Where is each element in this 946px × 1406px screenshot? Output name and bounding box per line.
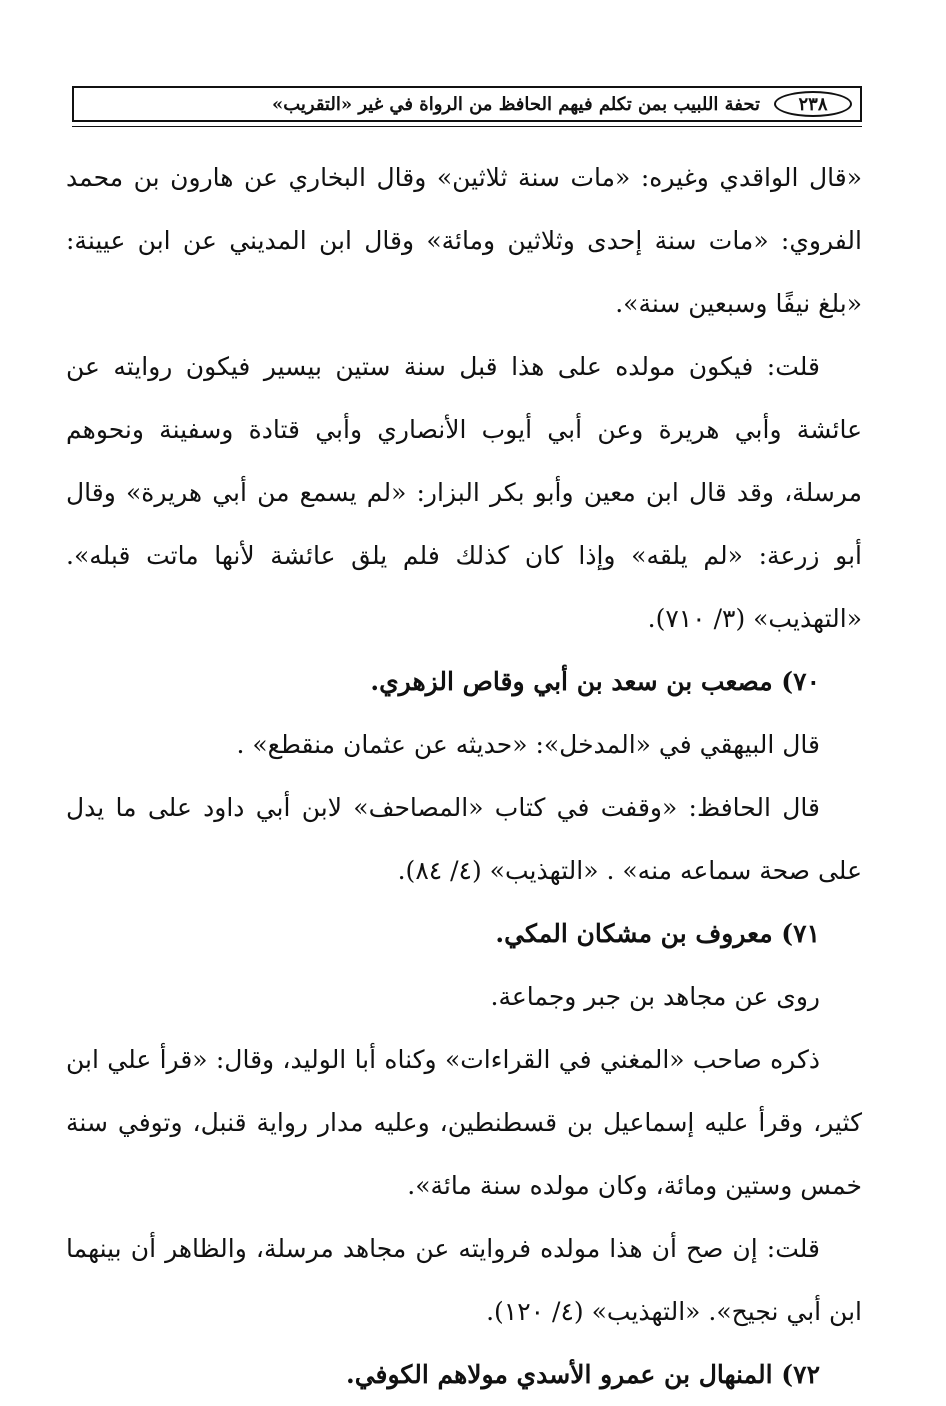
paragraph: قال البيهقي في «المدخل»: «حديثه عن عثمان منقطع» . [236,730,820,759]
paragraph: قال الحافظ: «وقفت في كتاب «المصاحف» لابن أبي داود على ما يدل على صحة سماعه منه» . «التهذيب» (٤/ ٨٤). [66,793,862,885]
paragraph: قلت: فيكون مولده على هذا قبل سنة ستين بيسير فيكون روايته عن عائشة وأبي هريرة وعن أبي أيوب الأنصاري وأبي قتادة وسفينة ونحوهم مرسلة، وقد قال ابن معين وأبو بكر البزار: «لم يسمع من أبي هريرة» وقال أبو زرعة: «لم يلقه» وإذا كان كذلك فلم يلق عائشة لأنها ماتت قبله». «التهذيب» (٣/ ٧١٠). [66,352,862,633]
entry-heading: ٧١) معروف بن مشكان المكي. [495,919,820,948]
entry-heading: ٧٠) مصعب بن سعد بن أبي وقاص الزهري. [370,667,820,696]
paragraph: روى عن مجاهد بن جبر وجماعة. [490,982,820,1011]
page-body [66,146,862,1406]
running-title: تحفة اللبيب بمن تكلم فيهم الحافظ من الرواة في غير «التقريب» [271,93,760,115]
page-header [72,86,862,122]
page-number: ٢٣٨ [774,91,852,117]
paragraph: «قال الواقدي وغيره: «مات سنة ثلاثين» وقال البخاري عن هارون بن محمد الفروي: «مات سنة إحدى وثلاثين ومائة» وقال ابن المديني عن ابن عيينة: «بلغ نيفًا وسبعين سنة». [66,163,862,318]
entry-heading: ٧٢) المنهال بن عمرو الأسدي مولاهم الكوفي. [345,1360,820,1389]
paragraph: ذكره صاحب «المغني في القراءات» وكناه أبا الوليد، وقال: «قرأ علي ابن كثير، وقرأ عليه إسماعيل بن قسطنطين، وعليه مدار رواية قنبل، وتوفي سنة خمس وستين ومائة، وكان مولده سنة مائة». [66,1045,862,1200]
paragraph: قلت: إن صح أن هذا مولده فروايته عن مجاهد مرسلة، والظاهر أن بينهما ابن أبي نجيح». «التهذيب» (٤/ ١٢٠). [66,1234,862,1326]
